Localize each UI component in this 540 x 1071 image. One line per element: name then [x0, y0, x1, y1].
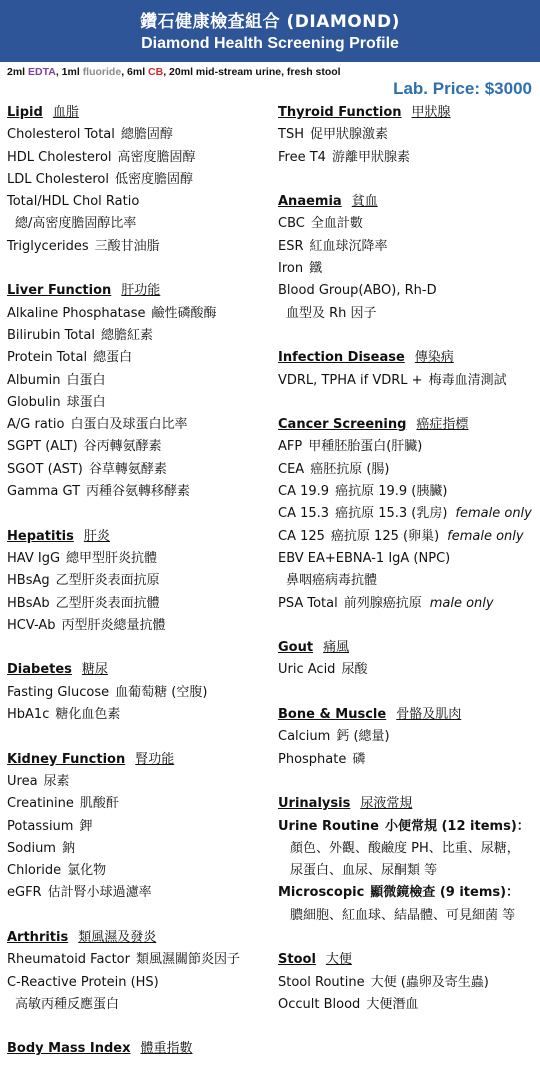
test-name-zh: 類風濕關節炎因子: [135, 952, 240, 968]
test-item: [7, 860, 269, 882]
section-spacer: [278, 325, 538, 347]
section-heading: [7, 526, 269, 548]
test-name: SGOT (AST): [7, 461, 83, 477]
test-item: [7, 169, 269, 191]
section-spacer: [7, 1016, 269, 1038]
section-heading-en: Bone & Muscle: [278, 707, 387, 723]
test-item: [7, 236, 269, 258]
test-name: Phosphate: [278, 751, 347, 767]
section-heading-zh: 糖尿: [81, 662, 108, 678]
edta-label: EDTA: [28, 66, 56, 78]
test-name: HBsAb: [7, 595, 50, 611]
section-heading: [7, 102, 269, 124]
right-column: [278, 102, 538, 1016]
test-name-zh: 球蛋白: [66, 394, 106, 410]
test-name-zh: 氯化物: [67, 863, 107, 879]
test-name: Albumin: [7, 372, 61, 388]
test-item: [7, 347, 269, 369]
section-spacer: [7, 637, 269, 659]
test-name: VDRL, TPHA if VDRL +: [278, 372, 423, 388]
section-heading-en: Arthritis: [7, 929, 69, 945]
test-name-zh: 糖化血色素: [55, 707, 121, 723]
test-name: EBV EA+EBNA-1 IgA (NPC): [278, 550, 451, 566]
fluoride-label: fluoride: [82, 66, 122, 78]
section-heading: [278, 793, 538, 815]
test-name: Triglycerides: [7, 238, 89, 254]
section-heading: [278, 637, 538, 659]
test-name: Blood Group(ABO), Rh-D: [278, 283, 437, 299]
test-item: [7, 548, 269, 570]
test-name-zh: 谷丙轉氨酵素: [83, 439, 162, 455]
section-heading: [7, 1038, 269, 1060]
test-name: 總/高密度膽固醇比率: [15, 216, 137, 232]
test-name: Rheumatoid Factor: [7, 952, 130, 968]
test-name: LDL Cholesterol: [7, 171, 110, 187]
test-name: Cholesterol Total: [7, 127, 115, 143]
section-heading-zh: 血脂: [52, 105, 79, 120]
test-item: [7, 459, 269, 481]
test-name-zh: 大便潛血: [366, 996, 419, 1012]
test-item: [278, 258, 538, 280]
title-english: Diamond Health Screening Profile: [141, 35, 399, 52]
test-item: [278, 213, 538, 235]
section-heading: [278, 102, 538, 124]
test-item: [278, 860, 538, 882]
section-spacer: [7, 905, 269, 927]
test-name: CA 19.9: [278, 484, 330, 500]
test-name: 鼻咽癌病毒抗體: [286, 573, 378, 589]
test-name: Urea: [7, 773, 38, 789]
test-item: [278, 503, 538, 525]
test-name-zh: 低密度膽固醇: [115, 171, 194, 187]
test-name-zh: 總膽紅素: [100, 327, 153, 343]
sample-text: , 20ml mid-stream urine, fresh stool: [163, 66, 341, 78]
test-name: HCV-Ab: [7, 617, 56, 633]
test-item: [278, 570, 538, 592]
test-name: CBC: [278, 216, 305, 232]
test-name-zh: 癌胚抗原 (腸): [310, 461, 390, 477]
test-name-zh: 磷: [352, 751, 366, 767]
test-name-zh: 癌抗原 125 (卵巢): [330, 528, 440, 544]
test-item: [278, 882, 538, 904]
test-item: [278, 816, 538, 838]
test-item: [7, 436, 269, 458]
test-item: [278, 659, 538, 681]
test-item: [278, 994, 538, 1016]
test-name-zh: 尿酸: [341, 662, 368, 678]
test-name: Urine Routine: [278, 818, 379, 834]
section-heading-en: Lipid: [7, 105, 43, 120]
test-name: Gamma GT: [7, 484, 81, 500]
test-item: [278, 481, 538, 503]
title-chinese: 鑽石健康檢查組合 (DIAMOND): [140, 12, 400, 32]
test-name: SGPT (ALT): [7, 439, 78, 455]
section-heading-en: Thyroid Function: [278, 105, 402, 120]
section-spacer: [278, 615, 538, 637]
test-name-zh: 估計腎小球過濾率: [47, 885, 152, 901]
test-name: Uric Acid: [278, 662, 336, 678]
test-name: Total/HDL Chol Ratio: [7, 194, 140, 210]
test-item: [7, 593, 269, 615]
test-name-zh: 小便常規 (12 items)：: [384, 818, 530, 834]
test-item: [7, 370, 269, 392]
section-heading: [278, 949, 538, 971]
test-name: C-Reactive Protein (HS): [7, 974, 159, 990]
section-heading-en: Diabetes: [7, 662, 72, 678]
test-name: Chloride: [7, 863, 62, 879]
test-name: TSH: [278, 127, 304, 143]
test-name-zh: 高密度膽固醇: [117, 149, 196, 165]
test-item: [278, 147, 538, 169]
section-heading-zh: 尿液常規: [360, 796, 413, 812]
test-name-zh: 前列腺癌抗原: [343, 595, 422, 611]
test-name: eGFR: [7, 885, 42, 901]
test-item: [278, 459, 538, 481]
section-heading-zh: 甲狀腺: [411, 105, 451, 120]
test-name: Iron: [278, 261, 304, 277]
section-heading-en: Kidney Function: [7, 751, 126, 767]
test-item: [7, 994, 269, 1016]
test-item: [7, 972, 269, 994]
test-name-zh: 游離甲狀腺素: [331, 149, 410, 165]
test-name-zh: 谷草轉氨酵素: [88, 461, 167, 477]
test-item: [7, 615, 269, 637]
test-name-zh: 總蛋白: [93, 350, 133, 366]
section-spacer: [278, 771, 538, 793]
section-heading: [278, 414, 538, 436]
test-name-zh: 紅血球沉降率: [309, 238, 388, 254]
left-column: [7, 102, 269, 1061]
section-heading-en: Stool: [278, 952, 316, 968]
test-name: A/G ratio: [7, 417, 65, 433]
section-heading-zh: 大便: [325, 952, 352, 968]
test-name: HbA1c: [7, 707, 50, 723]
test-name: HBsAg: [7, 573, 50, 589]
test-item: [7, 949, 269, 971]
test-item: [7, 147, 269, 169]
test-item: [7, 124, 269, 146]
test-name: Potassium: [7, 818, 74, 834]
test-item: [278, 726, 538, 748]
section-heading: [278, 704, 538, 726]
sample-requirements: [7, 66, 341, 78]
test-name: HDL Cholesterol: [7, 149, 112, 165]
test-name: ESR: [278, 238, 304, 254]
test-item: [278, 905, 538, 927]
test-name: Alkaline Phosphatase: [7, 305, 146, 321]
test-item: [278, 370, 538, 392]
test-item: [7, 213, 269, 235]
test-name-zh: 三酸甘油脂: [94, 238, 160, 254]
section-spacer: [7, 258, 269, 280]
test-name-zh: 尿素: [43, 773, 70, 789]
test-item: [7, 882, 269, 904]
test-name: AFP: [278, 439, 303, 455]
test-name: Protein Total: [7, 350, 88, 366]
test-item: [278, 548, 538, 570]
test-name: 顏色、外觀、酸鹼度 PH、比重、尿糖，: [290, 840, 520, 856]
section-heading-zh: 肝炎: [83, 528, 110, 544]
test-name-zh: 肌酸酐: [79, 796, 119, 812]
test-name-zh: 顯微鏡檢查 (9 items)：: [370, 885, 520, 901]
test-name: Sodium: [7, 840, 56, 856]
test-note: female only: [447, 528, 524, 544]
test-name: Creatinine: [7, 796, 74, 812]
section-heading-en: Anaemia: [278, 194, 342, 210]
test-item: [7, 481, 269, 503]
header-banner: [0, 0, 540, 62]
test-name-zh: 白蛋白及球蛋白比率: [70, 417, 188, 433]
section-spacer: [278, 682, 538, 704]
test-name-zh: 乙型肝炎表面抗原: [55, 573, 160, 589]
test-item: [7, 771, 269, 793]
test-item: [278, 526, 538, 548]
test-item: [278, 749, 538, 771]
test-item: [7, 838, 269, 860]
test-item: [7, 704, 269, 726]
test-name-zh: 大便 (蟲卵及寄生蟲): [370, 974, 489, 990]
test-name: CA 15.3: [278, 506, 330, 522]
section-heading: [278, 191, 538, 213]
test-item: [7, 303, 269, 325]
section-heading-zh: 腎功能: [135, 751, 175, 767]
test-item: [7, 793, 269, 815]
test-name: CEA: [278, 461, 305, 477]
section-spacer: [278, 169, 538, 191]
section-heading-zh: 類風濕及發炎: [78, 929, 157, 945]
test-name: Occult Blood: [278, 996, 361, 1012]
test-name: CA 125: [278, 528, 325, 544]
section-heading-en: Gout: [278, 640, 314, 656]
test-name-zh: 癌抗原 19.9 (胰臟): [335, 484, 448, 500]
section-heading-zh: 體重指數: [140, 1041, 193, 1057]
test-name-zh: 總甲型肝炎抗體: [66, 550, 158, 566]
sample-text: 2ml: [7, 66, 29, 78]
test-name-zh: 全血計數: [310, 216, 363, 232]
test-note: male only: [429, 595, 494, 611]
test-name: Free T4: [278, 149, 326, 165]
test-name-zh: 乙型肝炎表面抗體: [55, 595, 160, 611]
test-name-zh: 鹼性磷酸酶: [151, 305, 217, 321]
test-name: HAV IgG: [7, 550, 61, 566]
section-spacer: [7, 726, 269, 748]
test-item: [278, 236, 538, 258]
section-heading-en: Body Mass Index: [7, 1041, 131, 1057]
section-heading-zh: 骨骼及肌肉: [396, 707, 462, 723]
section-heading-zh: 貧血: [351, 194, 378, 210]
section-heading-en: Liver Function: [7, 283, 112, 299]
test-item: [278, 593, 538, 615]
test-name: Microscopic: [278, 885, 365, 901]
test-name-zh: 甲種胚胎蛋白(肝臟): [308, 439, 423, 455]
test-item: [278, 124, 538, 146]
test-item: [7, 191, 269, 213]
test-name: 尿蛋白、血尿、尿酮類 等: [290, 863, 438, 879]
section-heading: [7, 749, 269, 771]
test-name: Stool Routine: [278, 974, 365, 990]
test-item: [278, 838, 538, 860]
section-heading: [7, 927, 269, 949]
test-name-zh: 梅毒血清測試: [428, 372, 507, 388]
test-item: [7, 414, 269, 436]
lab-price: Lab. Price: $3000: [393, 79, 532, 98]
test-name: 血型及 Rh 因子: [286, 305, 377, 321]
test-name: 膿細胞、紅血球、結晶體、可見細菌 等: [290, 907, 516, 923]
test-name: Fasting Glucose: [7, 684, 110, 700]
section-spacer: [278, 392, 538, 414]
test-note: female only: [455, 506, 532, 522]
section-heading-zh: 傳染病: [414, 350, 454, 366]
section-heading-zh: 癌症指標: [416, 417, 469, 433]
section-heading-en: Hepatitis: [7, 528, 74, 544]
section-heading: [7, 280, 269, 302]
test-item: [278, 972, 538, 994]
test-name-zh: 總膽固醇: [120, 127, 173, 143]
test-name: 高敏丙種反應蛋白: [15, 996, 120, 1012]
section-heading-en: Urinalysis: [278, 796, 351, 812]
test-item: [278, 436, 538, 458]
section-heading-zh: 肝功能: [121, 283, 161, 299]
section-spacer: [7, 503, 269, 525]
test-name-zh: 丙型肝炎總量抗體: [61, 617, 166, 633]
test-name-zh: 鈣 (總量): [336, 729, 390, 745]
test-name: Globulin: [7, 394, 61, 410]
test-name-zh: 血葡萄糖 (空腹): [115, 684, 208, 700]
test-item: [7, 682, 269, 704]
test-item: [7, 325, 269, 347]
section-spacer: [278, 927, 538, 949]
test-item: [278, 280, 538, 302]
test-item: [7, 392, 269, 414]
test-name: PSA Total: [278, 595, 338, 611]
section-heading-zh: 痛風: [323, 640, 350, 656]
section-heading: [7, 659, 269, 681]
test-name-zh: 白蛋白: [66, 372, 106, 388]
section-heading-en: Cancer Screening: [278, 417, 407, 433]
test-name-zh: 鈉: [61, 840, 75, 856]
test-name: Calcium: [278, 729, 331, 745]
test-item: [278, 303, 538, 325]
test-name-zh: 癌抗原 15.3 (乳房): [335, 506, 448, 522]
cb-label: CB: [148, 66, 164, 78]
test-name: Bilirubin Total: [7, 327, 95, 343]
test-name-zh: 鐵: [309, 261, 323, 277]
sample-text: , 6ml: [121, 66, 149, 78]
test-name-zh: 丙種谷氨轉移酵素: [86, 484, 191, 500]
sample-text: , 1ml: [55, 66, 83, 78]
test-item: [7, 570, 269, 592]
test-name-zh: 鉀: [79, 818, 93, 834]
section-heading: [278, 347, 538, 369]
section-heading-en: Infection Disease: [278, 350, 405, 366]
test-item: [7, 816, 269, 838]
test-name-zh: 促甲狀腺激素: [309, 127, 388, 143]
